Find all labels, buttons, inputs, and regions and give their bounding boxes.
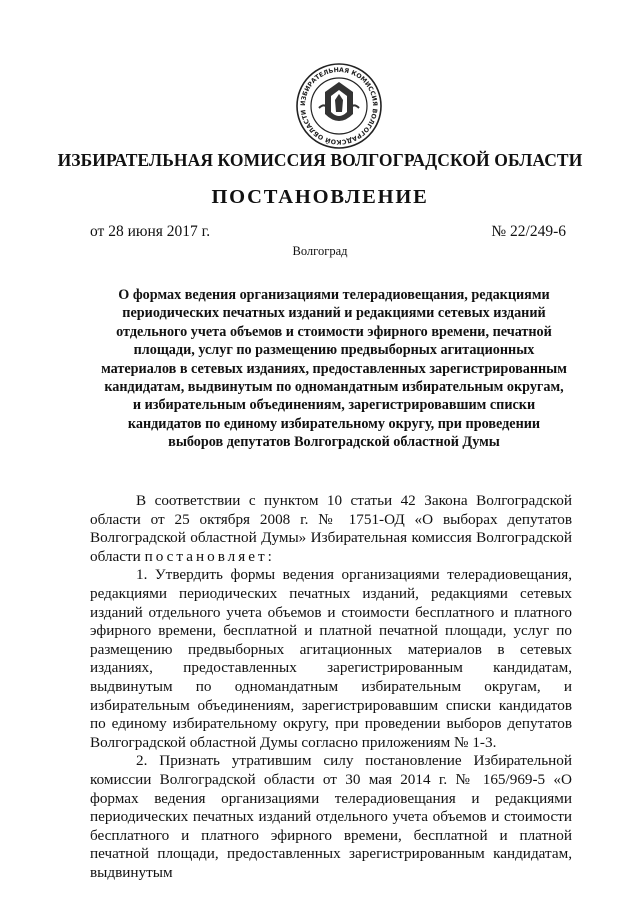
document-date: от 28 июня 2017 г. — [90, 223, 211, 240]
document-subject: О формах ведения организациями телерадиовещания, редакциями периодических печатных изданий и редакциями сетевых изданий отдельного учета объемов и стоимости эфирного времени, печатной площади, услуг по размещению предвыборных агитационных материалов в сетевых изданиях, предоставленных зарегистрированным кандидатам, выдвинутым по одномандатным избирательным округам, и избирательным объединениям, зарегистрировавшим списки кандидатов по единому избирательному округу, при проведении выборов депутатов Волгоградской областной Думы — [101, 287, 567, 451]
item-1-paragraph: 1. Утвердить формы ведения организациями телерадиовещания, редакциями периодических печатных изданий, редакциями сетевых изданий отдельного учета объемов и стоимости бесплатного и платного эфирного времени, бесплатной и платной печатной площади, услуг по размещению предвыборных агитационных материалов в сетевых изданиях, предоставленных зарегистрированным кандидатам, выдвинутым по одномандатным избирательным округам, и избирательным объединениям, зарегистрировавшим списки кандидатов по единому избирательному округу, при проведении выборов депутатов Волгоградской областной Думы согласно приложениям № 1-3. — [90, 566, 572, 751]
document-number: № 22/249-6 — [491, 223, 566, 240]
intro-text: В соответствии с пунктом 10 статьи 42 Закона Волгоградской области от 25 октября 2008 г. № 1751-ОД «О выборах депутатов Волгоградской областной Думы» Избирательная комиссия Волгоградской области — [90, 492, 572, 565]
document-city: Волгоград — [292, 244, 348, 258]
intro-paragraph — [90, 492, 572, 566]
document-type: ПОСТАНОВЛЕНИЕ — [211, 186, 429, 208]
emblem-seal-icon — [295, 62, 383, 150]
resolves-word: постановляет: — [144, 547, 275, 565]
document-body — [90, 492, 572, 882]
svg-text:ИЗБИРАТЕЛЬНАЯ КОМИССИЯ ВОЛГОГР: ИЗБИРАТЕЛЬНАЯ КОМИССИЯ ВОЛГОГРАДСКОЙ ОБЛАСТИ — [299, 66, 379, 146]
organization-title: ИЗБИРАТЕЛЬНАЯ КОМИССИЯ ВОЛГОГРАДСКОЙ ОБЛАСТИ — [57, 150, 583, 170]
item-2-paragraph: 2. Признать утратившим силу постановление Избирательной комиссии Волгоградской области от 30 мая 2014 г. № 165/969-5 «О формах ведения организациями телерадиовещания и редакциями периодических печатных изданий отдельного учета объемов и стоимости бесплатного и платного эфирного времени, бесплатной и платной печатной площади, предоставленных зарегистрированным кандидатам, выдвинутым — [90, 752, 572, 881]
